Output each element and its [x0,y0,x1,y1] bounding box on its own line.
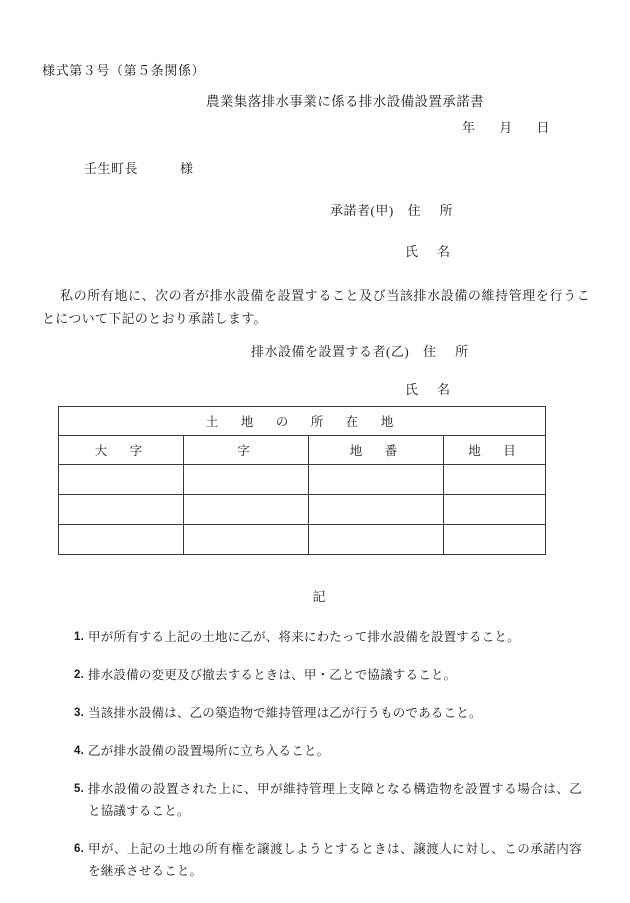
column-header-aza: 字 [184,436,309,465]
clause-item [62,626,582,648]
body-paragraph [42,284,590,330]
clause-text: 甲が、上記の土地の所有権を譲渡しようとするときは、譲渡人に対し、この承諾内容を継承させること。 [88,842,582,878]
clause-item [62,838,582,882]
date-line [462,117,550,136]
table-row[interactable] [59,465,546,495]
column-header-chiban: 地 番 [309,436,444,465]
clause-text: 甲が所有する上記の土地に乙が、将来にわたって排水設備を設置すること。 [88,630,520,644]
cell-chiban[interactable] [309,525,444,555]
addressee-honorific: 様 [180,161,194,176]
form-number: 様式第３号（第５条関係） [42,63,206,78]
column-header-chimoku: 地 目 [444,436,546,465]
date-year-label: 年 [462,120,476,135]
table-row[interactable] [59,495,546,525]
cell-ooaza[interactable] [59,465,184,495]
clause-number: 1. [74,631,84,643]
party-otsu-address-label: 住 所 [423,344,472,359]
party-ko-address-label: 住 所 [407,203,456,218]
party-otsu-address-row [251,341,471,360]
party-ko-address-row [330,200,456,219]
land-location-table [58,406,546,555]
clause-number: 4. [74,745,84,757]
table-column-row [59,436,546,465]
party-ko-label: 承諾者(甲) [330,203,394,218]
clause-text: 排水設備の変更及び撤去するときは、甲・乙とで協議すること。 [88,668,457,682]
clause-list [62,626,582,882]
cell-ooaza[interactable] [59,495,184,525]
table-title-cell: 土 地 の 所 在 地 [59,407,546,436]
body-paragraph-text: 私の所有地に、次の者が排水設備を設置すること及び当該排水設備の維持管理を行うことについて下記のとおり承諾します。 [42,288,590,326]
clause-number: 2. [74,669,84,681]
clause-text: 乙が排水設備の設置場所に立ち入ること。 [88,744,330,758]
clause-number: 6. [74,843,84,855]
clause-item [62,664,582,686]
cell-aza[interactable] [184,495,309,525]
party-otsu-name-label: 氏 名 [405,382,454,397]
clause-item [62,740,582,762]
addressee-name: 壬生町長 [84,161,139,176]
clause-number: 3. [74,707,84,719]
clause-text: 当該排水設備は、乙の築造物で維持管理は乙が行うものであること。 [88,706,482,720]
date-month-label: 月 [499,120,513,135]
party-otsu-label: 排水設備を設置する者(乙) [251,344,410,359]
clause-text: 排水設備の設置された上に、甲が維持管理上支障となる構造物を設置する場合は、乙と協議すること。 [88,782,582,818]
ki-mark: 記 [312,589,326,604]
column-header-ooaza: 大 字 [59,436,184,465]
cell-chimoku[interactable] [444,465,546,495]
clause-number: 5. [74,783,84,795]
cell-chiban[interactable] [309,465,444,495]
cell-chimoku[interactable] [444,525,546,555]
table-row[interactable] [59,525,546,555]
date-day-label: 日 [536,120,551,135]
table-header-row [59,407,546,436]
document-title: 農業集落排水事業に係る排水設備設置承諾書 [206,94,484,109]
cell-aza[interactable] [184,525,309,555]
party-ko-name-label: 氏 名 [405,244,454,259]
cell-chiban[interactable] [309,495,444,525]
clause-item [62,778,582,822]
addressee [84,158,194,177]
cell-chimoku[interactable] [444,495,546,525]
cell-ooaza[interactable] [59,525,184,555]
cell-aza[interactable] [184,465,309,495]
clause-item [62,702,582,724]
